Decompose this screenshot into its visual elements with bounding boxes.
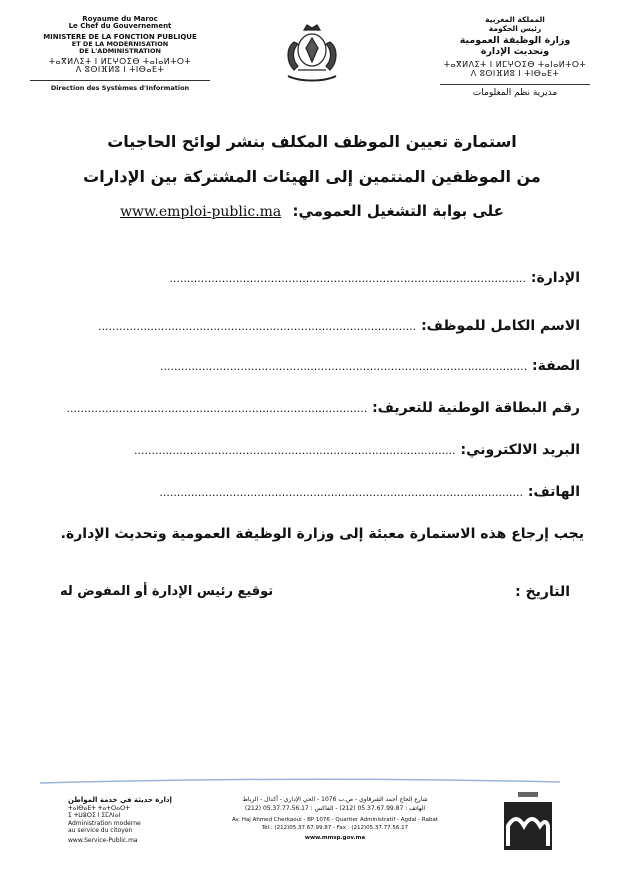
date-label: التاريخ : (515, 584, 570, 600)
footer-phone-ar: الهاتف : 05.37.67.99.87 (212) - الفاكس : 05.37.77.56.17 (212) (244, 804, 426, 812)
field-dots: ........................................................................................................ (159, 486, 524, 499)
ministry-tifinagh-1: ⵜⴰⴳⵍⴷⵉⵜ ⵏ ⵍⵎⵖⵔⵉⴱ ⵜⴰⵏⴰⵍⵜⵔⵜ (48, 56, 192, 66)
header-right-rule (440, 84, 590, 85)
ministry-ar-tifinagh-2: ⴷ ⵓⵙⵏⴼⵍⵓ ⵏ ⵜⵏⴱⴰⴹⵜ (470, 69, 560, 79)
return-note: يجب إرجاع هذه الاستمارة معبئة إلى وزارة الوظيفة العمومية وتحديث الإدارة. (60, 526, 584, 542)
ministry-logo-icon (504, 792, 552, 850)
form-title-line-1: استمارة تعيين الموظف المكلف بنشر لوائح الحاجيات (107, 132, 517, 151)
ministry-ar-tifinagh-1: ⵜⴰⴳⵍⴷⵉⵜ ⵏ ⵍⵎⵖⵔⵉⴱ ⵜⴰⵏⴰⵍⵜⵔⵜ (443, 60, 587, 70)
footer-service-site-link[interactable]: www.Service-Public.ma (68, 836, 138, 844)
field-dots: ........................................................................................... (97, 320, 417, 333)
ministry-tifinagh-2: ⴷ ⵓⵙⵏⴼⵍⵓ ⵏ ⵜⵏⴱⴰⴹⵜ (75, 65, 165, 75)
field-label: رقم البطاقة الوطنية للتعريف: (372, 400, 580, 416)
royal-emblem-icon (276, 22, 348, 88)
ministry-fr-2: ET DE LA MODERNISATION (71, 40, 169, 49)
field-label: الاسم الكامل للموظف: (421, 318, 580, 334)
footer-slogan-fr-1: Administration moderne (68, 819, 141, 827)
footer-slogan-tif-2: ⵉ ⵜⵡⵓⵔⵉ ⵏ ⵉⵎⴷⵏⴰⵏ (68, 812, 121, 820)
portal-url-link[interactable]: www.emploi-public.ma (120, 204, 282, 220)
field-dots: ...................................................................................... (66, 402, 368, 415)
field-dots: ......................................................................................................... (159, 360, 528, 373)
footer-contact-block (210, 796, 460, 843)
ministry-ar-1: وزارة الوظيفة العمومية (459, 35, 571, 47)
direction-fr: Direction des Systèmes d'Information (50, 84, 190, 93)
footer-ministry-site-link[interactable]: www.mmsp.gov.ma (304, 835, 366, 842)
direction-ar: مديرية نظم المعلومات (472, 88, 558, 99)
signature-label: توقيع رئيس الإدارة أو المفوض له (60, 584, 274, 599)
field-full-name[interactable] (60, 318, 580, 334)
portal-label: على بوابة التشغيل العمومي: (292, 202, 504, 220)
ministry-fr-1: MINISTERE DE LA FONCTION PUBLIQUE (43, 32, 197, 41)
ministry-fr-3: DE L'ADMINISTRATION (79, 46, 161, 55)
kingdom-ar: المملكة المغربية (485, 15, 545, 24)
field-administration[interactable] (60, 270, 580, 286)
header-left-rule (30, 80, 210, 81)
field-national-id[interactable] (60, 400, 580, 416)
field-dots: ............................................................................................ (133, 444, 456, 457)
chief-fr: Le Chef du Gouvernement (68, 22, 172, 31)
footer-slogan-ar: إدارة حديثة في خدمة المواطن (68, 796, 172, 804)
field-label: البريد الالكتروني: (460, 442, 580, 458)
header-left-block (30, 16, 210, 92)
footer-slogan-tif-1: ⵜⴰⵏⴱⴰⴹⵜ ⵜⴰⵜⵔⴰⵔⵜ (68, 804, 130, 812)
footer-address-ar: شارع الحاج أحمد الشرقاوي - ص.ب 1076 - الحي الإداري - أكدال - الرباط (242, 796, 428, 803)
footer-phone-fr: Tél.: (212)05.37.67.99.87 - Fax : (212)05.37.77.56.17 (261, 825, 409, 832)
footer-divider (40, 778, 560, 784)
footer-address-fr: Av. Haj Ahmed Cherkaoui - BP 1076 - Quartier Administratif - Agdal - Rabat (232, 817, 438, 824)
field-phone[interactable] (60, 484, 580, 500)
field-label: الهاتف: (527, 484, 580, 500)
chief-ar: رئيس الحكومة (488, 23, 542, 33)
footer-left-block (68, 796, 178, 844)
header-right-block (440, 16, 590, 99)
field-email[interactable] (60, 442, 580, 458)
footer-slogan-fr-2: au service du citoyen (68, 827, 133, 835)
portal-line (40, 202, 584, 220)
kingdom-fr: Royaume du Maroc (82, 15, 158, 23)
field-position[interactable] (60, 358, 580, 374)
field-label: الإدارة: (530, 270, 580, 286)
ministry-ar-2: وتحديث الإدارة (480, 46, 550, 58)
field-dots: ...................................................................................................... (169, 272, 526, 285)
form-title-line-2: من الموظفين المنتمين إلى الهيئات المشتركة بين الإدارات (83, 167, 541, 186)
field-label: الصفة: (531, 358, 580, 374)
